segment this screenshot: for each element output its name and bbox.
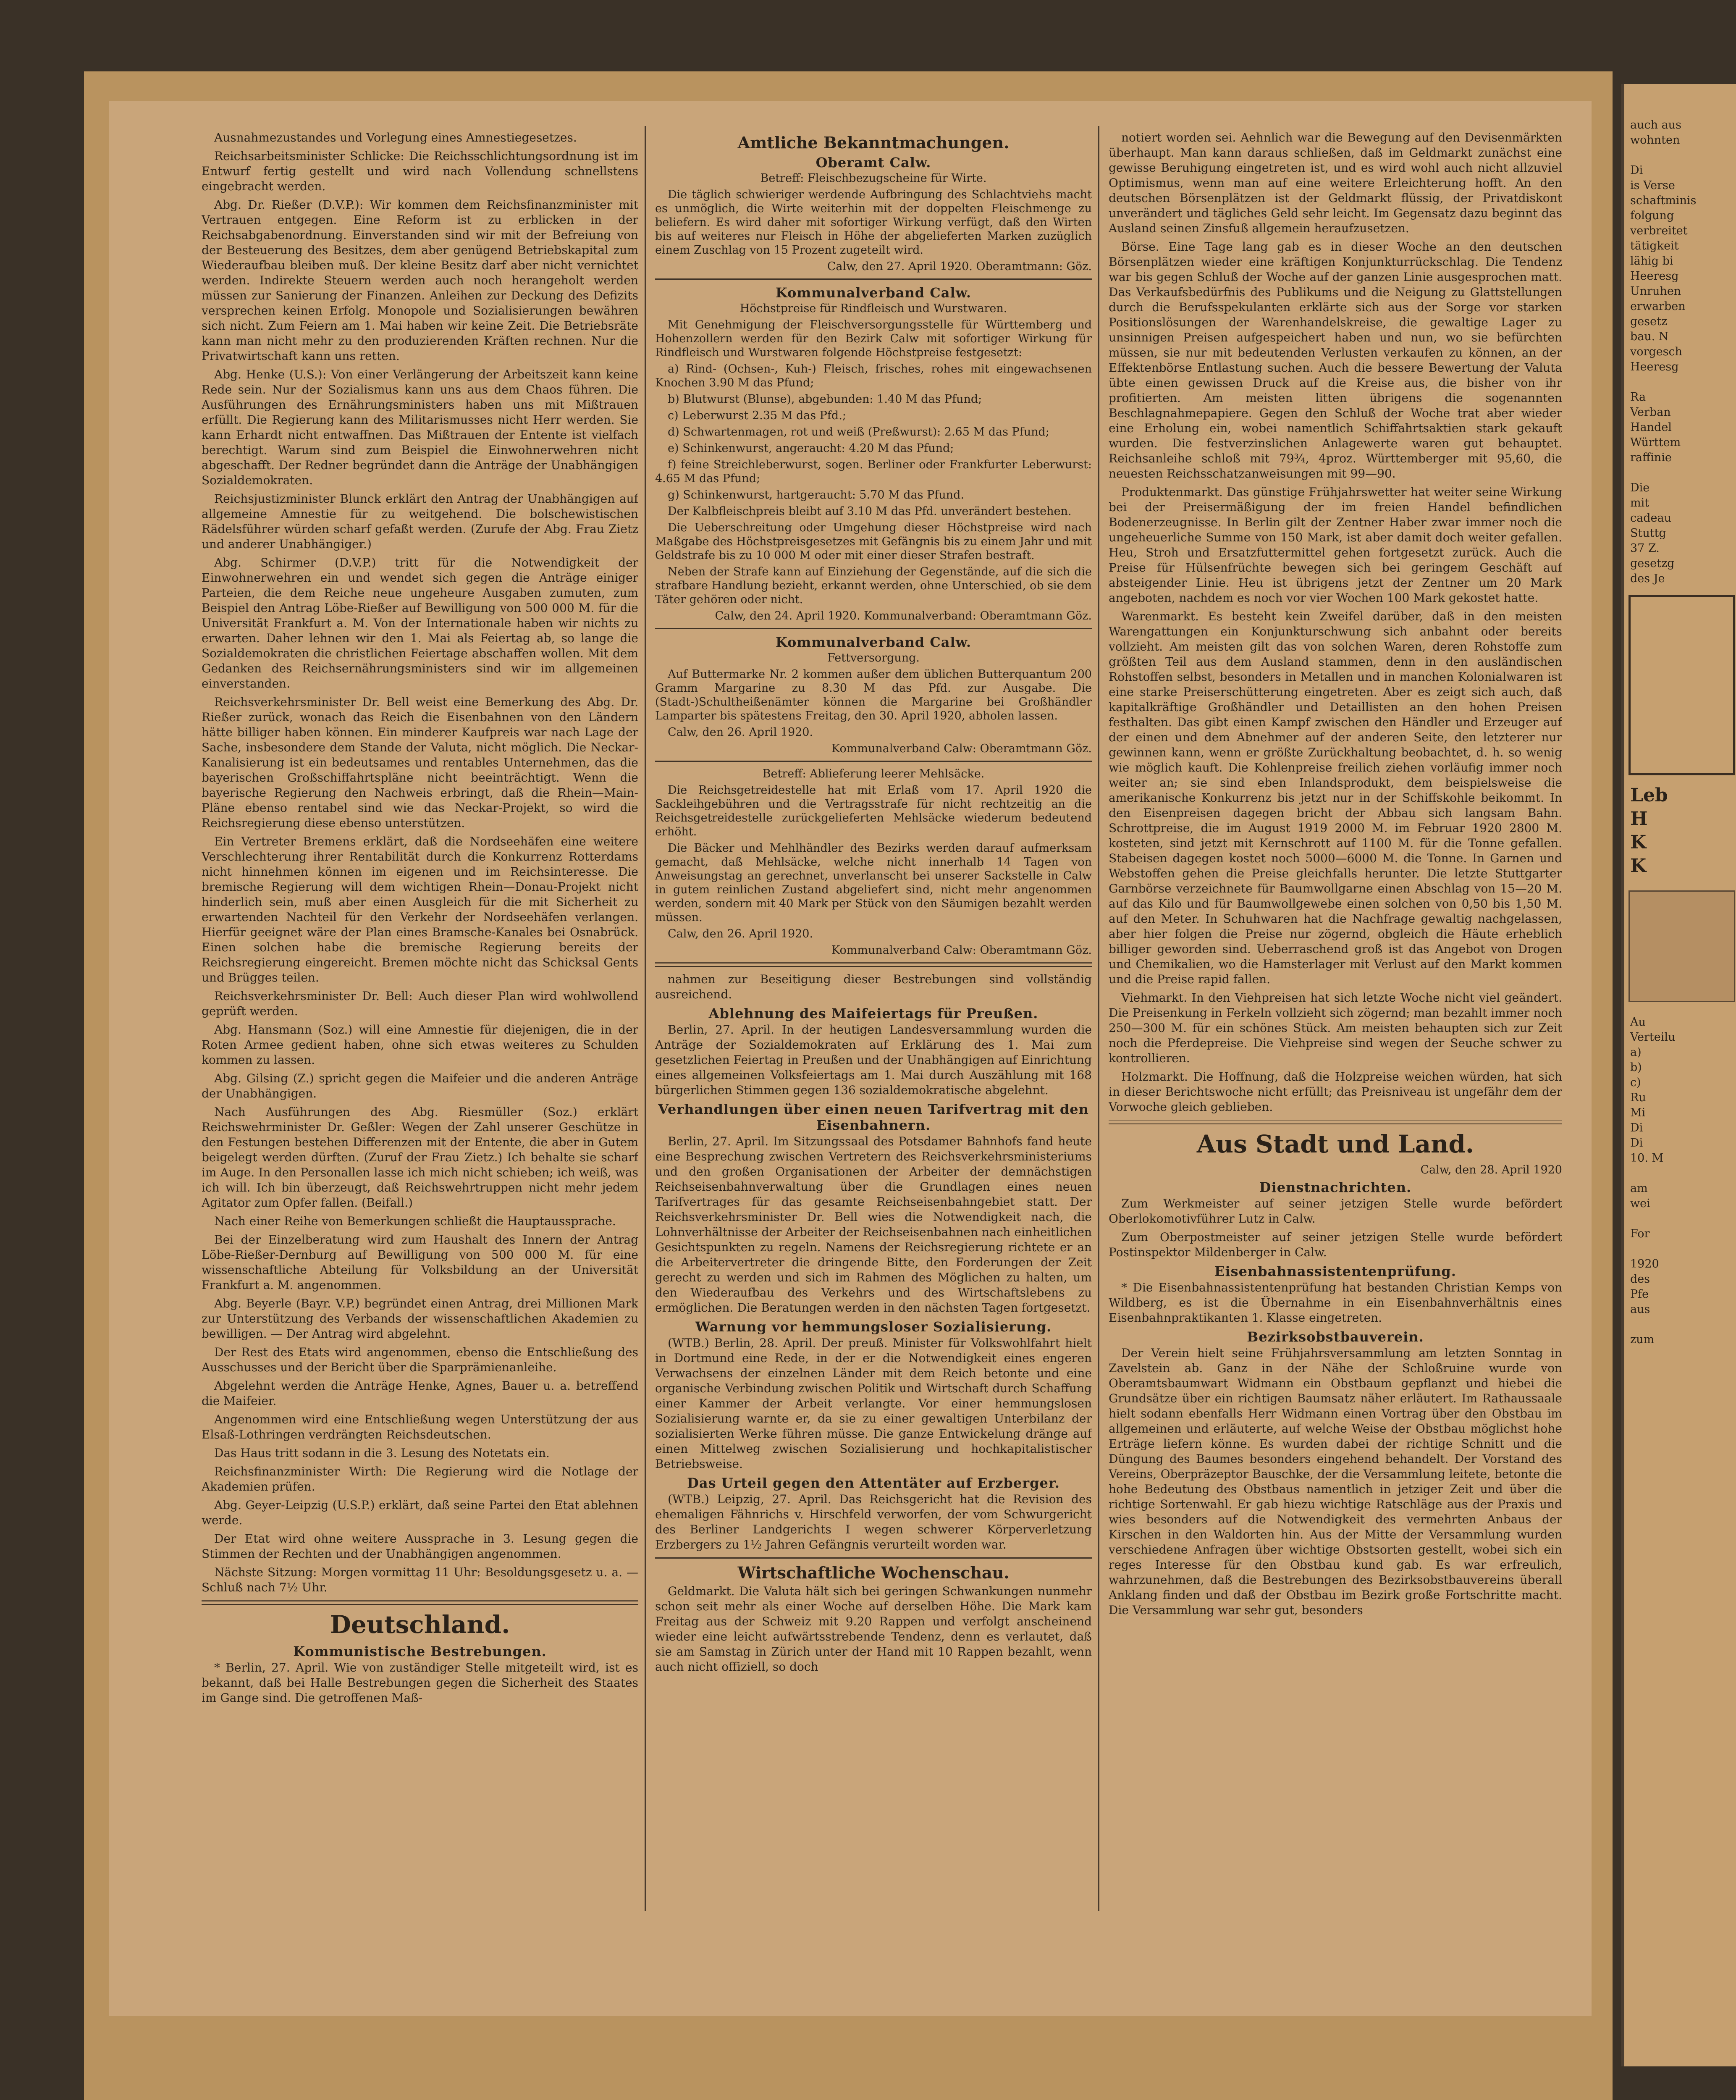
column-rule	[1098, 126, 1099, 1911]
text-fragment: des Je	[1630, 572, 1665, 585]
article-paragraph: (WTB.) Leipzig, 27. April. Das Reichsgericht hat die Revision des ehemaligen Fähnrichs v. Hirschfeld verworfen, der vom Schwurgericht des Berliner Landgerichts I wegen schwerer Körperverletzung Erzbergers zu 1½ Jahren Gefängnis verurteilt worden war.	[655, 1492, 1092, 1551]
text-fragment: Leb	[1630, 785, 1668, 806]
authority-name: Kommunalverband Calw.	[775, 634, 972, 650]
article-heading: Eisenbahnassistentenprüfung.	[1214, 1263, 1456, 1279]
column-rule	[645, 126, 646, 1911]
text-fragment: gesetzg	[1630, 557, 1675, 570]
text-fragment: aus	[1630, 1303, 1650, 1316]
article-paragraph: Abg. Geyer-Leipzig (U.S.P.) erklärt, daß seine Partei den Etat ablehnen werde.	[202, 1498, 638, 1527]
article-heading: Bezirksobstbauverein.	[1247, 1329, 1424, 1345]
text-fragment: folgung	[1630, 209, 1674, 222]
text-fragment: verbreitet	[1630, 224, 1688, 237]
text-fragment	[1624, 1242, 1736, 1257]
notice-text: Die Bäcker und Mehlhändler des Bezirks werden darauf aufmerksam gemacht, daß Mehlsäcke, welche nicht innerhalb 14 Tagen von Anweisungstag an gerechnet, unverlanscht bei unserer Sackstelle in Calw in gutem reinlichen Zustand abgeliefert sind, nicht mehr angenommen werden, sondern mit 40 Mark per Stück von den Säumigen bezahlt werden müssen.	[655, 842, 1092, 924]
text-fragment: erwarben	[1630, 300, 1686, 313]
authority-name: Kommunalverband Calw.	[775, 285, 972, 301]
text-fragment: For	[1630, 1227, 1650, 1240]
article-paragraph: notiert worden sei. Aehnlich war die Bewegung auf den Devisenmärkten überhaupt. Man kann daraus schließen, daß im Geldmarkt zunächst eine gewisse Beruhigung eingetreten ist, und es wird wohl auch nicht allzuviel Optimismus, wenn man auf eine weitere Erleichterung hofft. An den deutschen Börsenplätzen ist der Geldmarkt flüssig, der Privatdiskont unverändert und tägliches Geld sehr leicht. Im Gegensatz dazu beginnt das Ausland seinen Zinsfuß allgemein heraufzusetzen.	[1109, 131, 1562, 235]
section-heading-deutschland: Deutschland.	[330, 1610, 510, 1639]
notice-text: Die Reichsgetreidestelle hat mit Erlaß vom 17. April 1920 die Sackleihgebühren und die Vertragsstrafe für nicht rechtzeitig an die Reichsgetreidestelle zurückgelieferten Mehlsäcke wiederum bedeutend erhöht.	[655, 784, 1092, 838]
text-fragment	[1624, 375, 1736, 390]
article-paragraph: Ausnahmezustandes und Vorlegung eines Amnestiegesetzes.	[214, 131, 577, 144]
article-heading: Verhandlungen über einen neuen Tarifvertrag mit den Eisenbahnern.	[658, 1101, 1089, 1133]
text-fragment: bau. N	[1630, 330, 1669, 343]
article-heading: Warnung vor hemmungsloser Sozialisierung.	[695, 1319, 1052, 1335]
notice-date: Calw, den 26. April 1920.	[668, 927, 813, 940]
price-item: e) Schinkenwurst, angeraucht: 4.20 M das Pfund;	[668, 442, 954, 455]
divider	[655, 761, 1092, 762]
article-paragraph: Geldmarkt. Die Valuta hält sich bei geringen Schwankungen nunmehr schon seit mehr als einer Woche auf derselben Höhe. Die Mark kam Freitag aus der Schweiz mit 9.20 Rappen und verfolgt anscheinend wieder eine leicht aufwärtsstrebende Tendenz, denn es verlautet, daß sie am Samstag in Zürich unter der Hand mit 10 Rappen bezahlt, wenn auch nicht offiziell, so doch	[655, 1584, 1092, 1674]
article-heading: Kommunistische Bestrebungen.	[293, 1643, 547, 1659]
article-paragraph: Viehmarkt. In den Viehpreisen hat sich letzte Woche nicht viel geändert. Die Preisenkung in Ferkeln vollzieht sich zögernd; man bezahlt immer noch 250—300 M. für ein schönes Stück. Am meisten behaupten sich zur Zeit noch die Pferdepreise. Die Viehpreise sind wegen der Seuche schwer zu kontrollieren.	[1109, 991, 1562, 1065]
text-fragment: Stuttg	[1630, 527, 1666, 540]
column-left	[202, 130, 638, 1907]
facing-page-headings	[1624, 784, 1736, 878]
article-paragraph: Abg. Dr. Rießer (D.V.P.): Wir kommen dem Reichsfinanzminister mit Vertrauen entgegen. Eine Reform ist zu erblicken in der Reichsabgabenordnung. Einverstanden sind wir mit der Befreiung von der Besteuerung des Besitzes, dem aber genügend Betriebskapital zum Wiederaufbau bleiben muß. Der kleine Besitz darf aber nicht vernichtet werden. Indirekte Steuern werden auch noch herangeholt werden müssen zur Sanierung der Finanzen. Anleihen zur Deckung des Defizits versprechen keinen Erfolg. Monopole und Sozialisierungen bewähren sich nicht. Zum Feiern am 1. Mai haben wir keine Zeit. Die Betriebsräte kann man nicht mehr zu den produzierenden Kräften rechnen. Nur die Privatwirtschaft kann uns retten.	[202, 198, 638, 363]
text-fragment: H	[1630, 808, 1648, 830]
notice-subject: Betreff: Ablieferung leerer Mehlsäcke.	[762, 767, 985, 780]
article-paragraph: Reichsverkehrsminister Dr. Bell: Auch dieser Plan wird wohlwollend geprüft werden.	[202, 989, 638, 1018]
text-fragment: Heeresg	[1630, 270, 1679, 283]
newspaper-page	[109, 101, 1592, 2016]
text-fragment: schaftminis	[1630, 194, 1697, 207]
price-item: c) Leberwurst 2.35 M das Pfd.;	[668, 409, 846, 422]
article-paragraph: (WTB.) Berlin, 28. April. Der preuß. Minister für Volkswohlfahrt hielt in Dortmund eine Rede, in der er die Notwendigkeit eines engeren Verwachsens der einzelnen Länder mit dem Reich betonte und eine organische Verbindung zwischen Politik und Wirtschaft durch Schaffung einer Kammer der Arbeit verlangte. Vor einer hemmungslosen Sozialisierung warnte er, da sie zu einer gewaltigen Unterbilanz der sozialisierten Werke führen müsse. Die ganze Entwickelung dränge auf einen Mittelweg zwischen Sozialisierung und hochkapitalistischer Betriebsweise.	[655, 1336, 1092, 1471]
illustration	[1628, 890, 1735, 1002]
price-item: f) feine Streichleberwurst, sogen. Berliner oder Frankfurter Leberwurst: 4.65 M das Pfund;	[655, 458, 1092, 485]
text-fragment: zum	[1630, 1333, 1655, 1346]
text-fragment: gesetz	[1630, 315, 1668, 328]
text-fragment: Verteilu	[1630, 1031, 1676, 1044]
text-fragment: tätigkeit	[1630, 239, 1679, 252]
text-fragment: Heeresg	[1630, 360, 1679, 373]
text-fragment: Ra	[1630, 391, 1646, 404]
dateline: Calw, den 28. April 1920	[1420, 1163, 1562, 1176]
advertisement-box	[1628, 595, 1735, 775]
market-report	[1109, 130, 1562, 1115]
text-fragment: K	[1630, 832, 1647, 853]
text-fragment: Die	[1630, 481, 1650, 494]
notice-date: Calw, den 26. April 1920.	[668, 726, 813, 739]
text-fragment	[1624, 1211, 1736, 1226]
divider	[655, 278, 1092, 280]
column-right	[1109, 130, 1562, 1907]
article-paragraph: Abg. Gilsing (Z.) spricht gegen die Maifeier und die anderen Anträge der Unabhängigen.	[202, 1071, 638, 1100]
article-paragraph: Holzmarkt. Die Hoffnung, daß die Holzpreise weichen würden, hat sich in dieser Berichtswoche nicht erfüllt; das Preisniveau ist ungefähr dem der Vorwoche gleich geblieben.	[1109, 1070, 1562, 1114]
text-fragment: is Verse	[1630, 179, 1675, 192]
article-paragraph: Reichsjustizminister Blunck erklärt den Antrag der Unabhängigen auf allgemeine Amnestie für zu weitgehend. Die bolschewistischen Rädelsführer würden scharf gefaßt werden. (Zurufe der Abg. Frau Zietz und anderer Unabhängiger.)	[202, 492, 638, 551]
facing-page-column	[1624, 84, 1736, 586]
text-fragment	[1624, 148, 1736, 163]
text-fragment: mit	[1630, 496, 1649, 509]
authority-name: Oberamt Calw.	[816, 155, 931, 171]
notice-text: Die täglich schwieriger werdende Aufbringung des Schlachtviehs macht es unmöglich, die Wirte weiterhin mit der doppelten Fleischmenge zu beliefern. Es wird daher mit sofortiger Wirkung verfügt, daß den Wirten bis auf weiteres nur Fleisch in Höhe der abgelieferten Marken zuzüglich einem Zuschlag von 15 Prozent zugeteilt wird.	[655, 188, 1092, 257]
article-paragraph: Abg. Beyerle (Bayr. V.P.) begründet einen Antrag, drei Millionen Mark zur Unterstützung des Verbands der wissenschaftlichen Akademien zu bewilligen. — Der Antrag wird abgelehnt.	[202, 1297, 638, 1341]
parliament-report	[202, 130, 638, 1595]
price-item: g) Schinkenwurst, hartgeraucht: 5.70 M das Pfund.	[668, 488, 964, 501]
text-fragment: Ru	[1630, 1091, 1646, 1104]
notice-subject: Fettversorgung.	[827, 651, 920, 664]
text-fragment: 10. M	[1630, 1152, 1664, 1165]
article-paragraph: Reichsverkehrsminister Dr. Bell weist eine Bemerkung des Abg. Dr. Rießer zurück, wonach das Reich die Eisenbahnen von den Ländern hätte billiger haben können. Ein minderer Kaufpreis war nach Lage der Sache, insbesondere dem Stande der Valuta, nicht möglich. Die Neckar-Kanalisierung ist ein bedeutsames und rentables Unternehmen, das die bayerischen Großschiffahrtspläne nicht beeinträchtigt. Wenn die bayerische Regierung den Nachweis erbringt, daß die Rhein—Main-Pläne ebenso rentabel sind wie das Neckar-Projekt, so wird die Reichsregierung diese ebenso unterstützen.	[202, 695, 638, 830]
text-fragment	[1624, 1317, 1736, 1332]
article-paragraph: Reichsarbeitsminister Schlicke: Die Reichsschlichtungsordnung ist im Entwurf fertig gestellt und wird nach Vollendung schnellstens eingebracht werden.	[202, 149, 638, 193]
text-fragment: a)	[1630, 1046, 1642, 1059]
section-heading-wirtschaft: Wirtschaftliche Wochenschau.	[737, 1563, 1010, 1582]
column-middle	[655, 130, 1092, 1907]
text-fragment: des	[1630, 1273, 1650, 1286]
divider	[655, 628, 1092, 629]
price-list	[655, 362, 1092, 502]
text-fragment: Württem	[1630, 436, 1681, 449]
notice-text: Der Kalbfleischpreis bleibt auf 3.10 M das Pfd. unverändert bestehen.	[668, 505, 1072, 518]
notice-text: Die Ueberschreitung oder Umgehung dieser Höchstpreise wird nach Maßgabe des Höchstpreisgesetzes mit Gefängnis bis zu einem Jahr und mit Geldstrafe bis zu 10 000 M oder mit einer dieser Strafen bestraft.	[655, 521, 1092, 562]
text-fragment: am	[1630, 1182, 1648, 1195]
divider	[655, 1557, 1092, 1559]
price-item: d) Schwartenmagen, rot und weiß (Preßwurst): 2.65 M das Pfund;	[668, 425, 1049, 438]
text-fragment: b)	[1630, 1061, 1642, 1074]
notice-text: Auf Buttermarke Nr. 2 kommen außer dem üblichen Butterquantum 200 Gramm Margarine zu 8.30 M das Pfd. zur Ausgabe. Die (Stadt-)Schultheißenämter können die Margarine bei Großhändler Lamparter bis spätestens Freitag, den 30. April 1920, abholen lassen.	[655, 668, 1092, 722]
article-paragraph: Abg. Hansmann (Soz.) will eine Amnestie für diejenigen, die in der Roten Armee gedient haben, ohne sich etwas weiteres zu Schulden kommen zu lassen.	[202, 1023, 638, 1067]
article-paragraph: Abg. Henke (U.S.): Von einer Verlängerung der Arbeitszeit kann keine Rede sein. Nur der Sozialismus kann uns aus dem Chaos führen. Die Ausführungen des Ernährungsministers haben uns mit Mißtrauen erfüllt. Die Regierung kann des Militarismusses nicht Herr werden. Sie kann Erhardt nicht entwaffnen. Das Mißtrauen der Entente ist vielfach berechtigt. Warum sind zum Beispiel die Einwohnerwehren nicht abgeschafft. Der Redner begründet dann die Anträge der Unabhängigen Sozialdemokraten.	[202, 368, 638, 487]
article-paragraph: Der Verein hielt seine Frühjahrsversammlung am letzten Sonntag in Zavelstein ab. Ganz in der Nähe der Schloßruine wurde von Oberamtsbaumwart Widmann ein Obstbaum gepflanzt und hiebei die Grundsätze über ein richtigen Baumsatz näher erläutert. Im Rathaussaale hielt sodann ebenfalls Herr Widmann einen Vortrag über den Obstbau im allgemeinen und erläuterte, auf welche Weise der Obstbau möglichst hohe Erträge liefern könne. Es wurden dabei der richtige Schnitt und die Düngung des Baumes besonders eingehend behandelt. Der Vorstand des Vereins, Oberpräzeptor Bauschke, der die Versammlung leitete, betonte die hohe Bedeutung des Obstbaus namentlich in jetziger Zeit und über die richtige Sortenwahl. Er gab hiezu wichtige Ratschläge aus der Praxis und wies besonders auf die Notwendigkeit des vermehrten Anbaus der Kirschen in den Waldorten hin. Aus der Mitte der Versammlung wurden verschiedene Anfragen über wichtige Obstsorten gestellt, wobei sich ein reges Interesse für den Obstbau kund gab. Es war erfreulich, wahrzunehmen, daß die Bestrebungen des Bezirksobstbauvereins überall Anklang finden und daß der Obstbau im Bezirk große Fortschritte macht. Die Versammlung war sehr gut, besonders	[1109, 1346, 1562, 1617]
text-fragment: raffinie	[1630, 451, 1672, 464]
article-paragraph: Abg. Schirmer (D.V.P.) tritt für die Notwendigkeit der Einwohnerwehren ein und wendet sich gegen die Anträge einiger Parteien, die dem Reiche neue ungeheure Ausgaben zumuten, zum Beispiel den Antrag Löbe-Rießer auf Bewilligung von 500 000 M. für die Universität Frankfurt a. M. Von der Internationale haben wir nichts zu erwarten. Daher lehnen wir den 1. Mai als Feiertag ab, so lange die Sozialdemokraten die christlichen Feiertage abschaffen wollen. Mit dem Gedanken des Reichsernährungsministers sind wir im allgemeinen einverstanden.	[202, 556, 638, 690]
text-fragment: vorgesch	[1630, 345, 1683, 358]
article-paragraph: Produktenmarkt. Das günstige Frühjahrswetter hat weiter seine Wirkung bei der Preisermäßigung der im freien Handel befindlichen Bodenerzeugnisse. In Berlin gilt der Zentner Haber zwar immer noch die ungeheuerliche Summe von 150 Mark, ist aber damit doch weiter gefallen. Heu, Stroh und Ersatzfuttermittel gehen fortgesetzt zurück. Auch die Preise für Hülsenfrüchte bewegen sich bei geringem Geschäft auf absteigender Linie. Heu ist übrigens jetzt der Zentner um 20 Mark angeboten, nachdem es noch vor vier Wochen 100 Mark gekostet hatte.	[1109, 485, 1562, 605]
notice-subject: Betreff: Fleischbezugscheine für Wirte.	[760, 172, 987, 185]
article-paragraph: Abgelehnt werden die Anträge Henke, Agnes, Bauer u. a. betreffend die Maifeier.	[202, 1379, 638, 1408]
article-paragraph: Warenmarkt. Es besteht kein Zweifel darüber, daß in den meisten Warengattungen ein Konjunkturschwung sich anbahnt oder bereits vollzieht. Am meisten gilt das von solchen Waren, deren Rohstoffe zum größten Teil aus dem Ausland stammen, denn in den ausländischen Rohstoffen selbst, besonders in Metallen und in manchen Kolonialwaren ist eine starke Preiserschütterung eingetreten. Aber es zeigt sich auch, daß kapitalkräftige Großhändler und Detaillisten an den hohen Preisen festhalten. Das gibt einen Kampf zwischen den Händler und Erzeuger auf der einen und dem Abnehmer auf der anderen Seite, den letzterer nur gewinnen kann, wenn er größte Zurückhaltung beobachtet, d. h. so wenig wie möglich kauft. Die Kohlenpreise freilich ziehen vorläufig immer noch weiter an; sie sind eben Inlandsprodukt, dem beispielsweise die amerikanische Konkurrenz bis jetzt nur in der Schiffskohle beikommt. In den Eisenpreisen dagegen bricht der Abbau sich langsam Bahn. Schrottpreise, die im August 1919 2000 M. im Februar 1920 2800 M. kosteten, sind jetzt mit Kernschrott auf 1100 M. für die Tonne gefallen. Stabeisen dagegen kostet noch 5000—6000 M. die Tonne. In Garnen und Webstoffen gehen die Preise gleichfalls herunter. Die letzte Stuttgarter Garnbörse verzeichnete für Baumwollgarne einen Abschlag von 15—20 M. auf das Kilo und für Baumwollgewebe einen solchen von 0,50 bis 1,50 M. auf den Meter. In Schuhwaren hat die Nachfrage gewaltig nachgelassen, aber hier folgen die Preise nur zögernd, obgleich die Häute erheblich billiger geworden sind. Ueberraschend groß ist das Angebot von Drogen und Chemikalien, wo die Hamsterlager mit Verlust auf den Markt kommen und die Preise rapid fallen.	[1109, 609, 1562, 986]
article-paragraph: Nächste Sitzung: Morgen vormittag 11 Uhr: Besoldungsgesetz u. a. — Schluß nach 7½ Uhr.	[202, 1565, 638, 1594]
article-paragraph: Ein Vertreter Bremens erklärt, daß die Nordseehäfen eine weitere Verschlechterung ihrer Rentabilität durch die Konkurrenz Rotterdams nicht hinnehmen können im eigenen und im Reichsinteresse. Die bremische Regierung will dem wichtigen Rhein—Donau-Projekt nicht hinderlich sein, muß aber einen Ausgleich für die mit Sicherheit zu erwartenden Nachteil für den Verkehr der Nordseehäfen verlangen. Hierfür geeignet wäre der Plan eines Bramsche-Kanales bei Osnabrück. Einen solchen habe die bremische Regierung bereits der Reichsregierung eingereicht. Bremen möchte nicht das Schicksal Gents und Brügges teilen.	[202, 835, 638, 984]
text-fragment: Di	[1630, 1137, 1643, 1150]
divider	[655, 962, 1092, 967]
article-paragraph: Zum Oberpostmeister auf seiner jetzigen Stelle wurde befördert Postinspektor Mildenberger in Calw.	[1109, 1230, 1562, 1259]
article-paragraph: Berlin, 27. April. Im Sitzungssaal des Potsdamer Bahnhofs fand heute eine Besprechung zwischen Vertretern des Reichsverkehrsministeriums und den großen Organisationen der Arbeiter der demnächstigen Reichseisenbahnverwaltung über die Grundlagen eines neuen Tarifvertrages für das gesamte Reichseisenbahngebiet statt. Der Reichsverkehrsminister Dr. Bell wies die Notwendigkeit nach, die Lohnverhältnisse der Arbeiter der Reichseisenbahnen nach einheitlichen Gesichtspunkten zu regeln. Namens der Reichsregierung richtete er an die Arbeitervertreter die dringende Bitte, den Forderungen der Zeit gerecht zu werden und sich im Rahmen des Möglichen zu halten, um den Wiederaufbau des Verkehrs und des Wirtschaftslebens zu ermöglichen. Die Beratungen werden in den nächsten Tagen fortgesetzt.	[655, 1134, 1092, 1315]
text-fragment: Pfe	[1630, 1288, 1649, 1301]
text-fragment: 1920	[1630, 1257, 1659, 1270]
article-paragraph: Der Rest des Etats wird angenommen, ebenso die Entschließung des Ausschusses und der Bericht über die Sparprämienanleihe.	[202, 1345, 638, 1374]
article-paragraph: Berlin, 27. April. In der heutigen Landesversammlung wurden die Anträge der Sozialdemokraten auf Erklärung des 1. Mai zum gesetzlichen Feiertag in Preußen und der Unabhängigen auf Einrichtung eines allgemeinen Volksfeiertags am 1. Mai durch Auszählung mit 168 bürgerlichen Stimmen gegen 136 sozialdemokratische abgelehnt.	[655, 1023, 1092, 1097]
text-fragment: Di	[1630, 1121, 1643, 1134]
article-paragraph: Nach einer Reihe von Bemerkungen schließt die Hauptaussprache.	[214, 1214, 616, 1228]
text-fragment: c)	[1630, 1076, 1641, 1089]
article-paragraph: Reichsfinanzminister Wirth: Die Regierung wird die Notlage der Akademien prüfen.	[202, 1465, 638, 1494]
article-heading: Ablehnung des Maifeiertags für Preußen.	[708, 1005, 1038, 1021]
notice-signature: Calw, den 27. April 1920. Oberamtmann: Göz.	[827, 260, 1092, 273]
notice-signature: Kommunalverband Calw: Oberamtmann Göz.	[831, 944, 1092, 957]
divider	[1109, 1120, 1562, 1124]
article-paragraph: Börse. Eine Tage lang gab es in dieser Woche an den deutschen Börsenplätzen wieder eine kräftigen Konjunkturrückschlag. Die Tendenz war bis gegen Schluß der Woche auf der ganzen Linie ausgesprochen matt. Das Verkaufsbedürfnis des Publikums und die Neigung zu Glattstellungen durch die Berufsspekulanten erklärte sich aus der Sorge vor starken Positionslösungen der Warenhandelskreise, die gewaltige Lager zu unsinnigen Preisen aufgespeichert haben und nun, wo sie befürchten müssen, sie nur mit bedeutenden Verlusten verkaufen zu können, an der Effektenbörse Entlastung suchen. Auch die bessere Bewertung der Valuta übte einen gewissen Druck auf die Kreise aus, die bisher von ihr profitierten. Am meisten litten übrigens die sogenannten Beschlagnahmepapiere. Gegen den Schluß der Woche trat aber wieder eine Erholung ein, wobei namentlich Schiffahrtsaktien stark gekauft wurden. Die festverzinslichen Anlagewerte waren gut behauptet. Reichsanleihe schloß mit 79¾, 4proz. Württemberger mit 95,60, die neuesten Reichsschatzanweisungen mit 99—90.	[1109, 240, 1562, 480]
notice-subject: Höchstpreise für Rindfleisch und Wurstwaren.	[740, 302, 1007, 315]
facing-page	[1621, 84, 1736, 2066]
text-fragment: 37 Z.	[1630, 542, 1660, 555]
price-item: b) Blutwurst (Blunse), abgebunden: 1.40 M das Pfund;	[668, 393, 982, 406]
text-fragment: K	[1630, 855, 1647, 877]
text-fragment: Verban	[1630, 406, 1671, 419]
text-fragment: cadeau	[1630, 512, 1671, 525]
article-paragraph: Nach Ausführungen des Abg. Riesmüller (Soz.) erklärt Reichswehrminister Dr. Geßler: Wegen der Zahl unserer Geschütze in den Festungen bestehen Differenzen mit der Entente, die aber in Gutem beigelegt werden dürften. (Zuruf der Frau Zietz.) Ich behalte sie scharf im Auge. In den Personallen lasse ich mich nicht schieben; ich weiß, was ich will. Ich bin überzeugt, daß Reichswehrtruppen nicht mehr jedem Agitator zum Opfer fallen. (Beifall.)	[202, 1105, 638, 1210]
facing-page-column	[1624, 1015, 1736, 1347]
text-fragment: lähig bi	[1630, 255, 1673, 268]
article-paragraph: nahmen zur Beseitigung dieser Bestrebungen sind vollständig ausreichend.	[655, 972, 1092, 1001]
text-fragment: Di	[1630, 164, 1643, 177]
notice-signature: Calw, den 24. April 1920. Kommunalverband: Oberamtmann Göz.	[715, 609, 1092, 622]
notice-signature: Kommunalverband Calw: Oberamtmann Göz.	[831, 742, 1092, 755]
text-fragment: wei	[1630, 1197, 1650, 1210]
section-heading-stadt-land: Aus Stadt und Land.	[1196, 1130, 1474, 1158]
section-heading-amtliche: Amtliche Bekanntmachungen.	[737, 133, 1010, 152]
article-heading: Dienstnachrichten.	[1259, 1179, 1412, 1195]
text-fragment: auch aus	[1630, 118, 1681, 131]
text-fragment: Mi	[1630, 1106, 1646, 1119]
text-fragment	[1624, 465, 1736, 480]
article-heading: Das Urteil gegen den Attentäter auf Erzberger.	[687, 1475, 1060, 1491]
text-fragment: Handel	[1630, 421, 1672, 434]
article-paragraph: Bei der Einzelberatung wird zum Haushalt des Innern der Antrag Löbe-Rießer-Dernburg auf Bewilligung von 500 000 M. für eine wissenschaftliche Abteilung für Volksbildung an der Universität Frankfurt a. M. angenommen.	[202, 1233, 638, 1292]
article-paragraph: Zum Werkmeister auf seiner jetzigen Stelle wurde befördert Oberlokomotivführer Lutz in Calw.	[1109, 1197, 1562, 1226]
article-paragraph: Der Etat wird ohne weitere Aussprache in 3. Lesung gegen die Stimmen der Rechten und der Unabhängigen angenommen.	[202, 1532, 638, 1561]
article-paragraph: * Berlin, 27. April. Wie von zuständiger Stelle mitgeteilt wird, ist es bekannt, daß bei Halle Bestrebungen gegen die Sicherheit des Staates im Gange sind. Die getroffenen Maß-	[202, 1661, 638, 1705]
article-paragraph: Angenommen wird eine Entschließung wegen Unterstützung der aus Elsaß-Lothringen verdrängten Reichsdeutschen.	[202, 1412, 638, 1441]
price-item: a) Rind- (Ochsen-, Kuh-) Fleisch, frisches, rohes mit eingewachsenen Knochen 3.90 M das Pfund;	[655, 362, 1092, 389]
notice-text: Neben der Strafe kann auf Einziehung der Gegenstände, auf die sich die strafbare Handlung bezieht, erkannt werden, ohne Unterschied, ob sie dem Täter gehören oder nicht.	[655, 565, 1092, 606]
text-fragment	[1624, 1166, 1736, 1181]
divider	[202, 1600, 638, 1605]
text-fragment: Au	[1630, 1016, 1646, 1029]
article-paragraph: * Die Eisenbahnassistentenprüfung hat bestanden Christian Kemps von Wildberg, es ist die Übernahme in ein Eisenbahnverhältnis eines Eisenbahnpraktikanten 1. Klasse eingetreten.	[1109, 1281, 1562, 1325]
article-paragraph: Das Haus tritt sodann in die 3. Lesung des Notetats ein.	[214, 1446, 550, 1460]
text-fragment: wohnten	[1630, 134, 1680, 147]
text-fragment: Unruhen	[1630, 285, 1681, 298]
notice-text: Mit Genehmigung der Fleischversorgungsstelle für Württemberg und Hohenzollern werden für den Bezirk Calw mit sofortiger Wirkung für Rindfleisch und Wurstwaren folgende Höchstpreise festgesetzt:	[655, 318, 1092, 359]
